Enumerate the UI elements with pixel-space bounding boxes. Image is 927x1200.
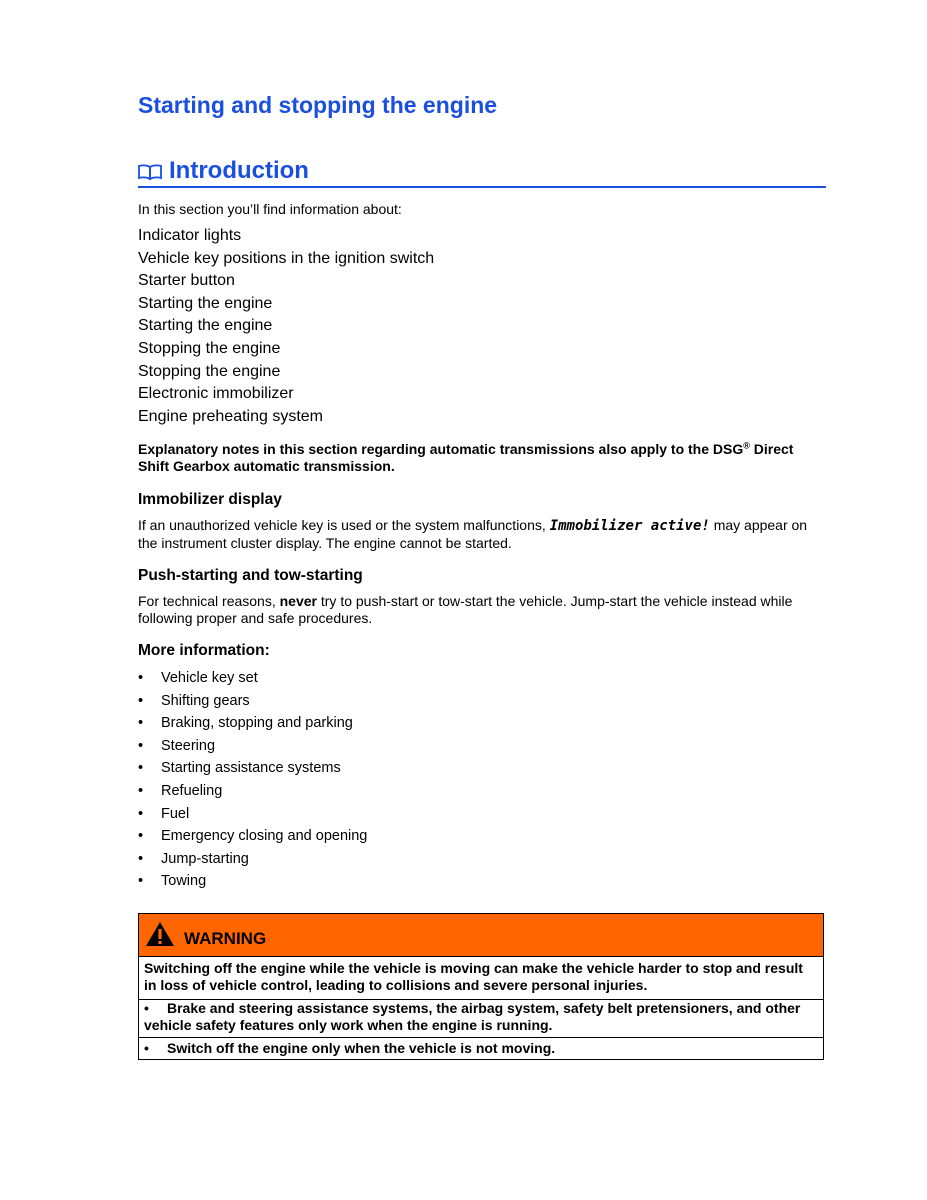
more-info-heading: More information: [138,642,270,659]
list-item [138,849,367,872]
topic-item: Electronic immobilizer [138,385,294,403]
immobilizer-text-end: may appear on the instrument cluster display. The engine cannot be started. [138,517,808,551]
bullet: • [138,670,144,686]
section-heading [138,156,826,188]
more-info-link[interactable]: Towing [161,873,207,890]
book-icon [138,164,162,180]
list-item [138,668,367,691]
push-starting-heading: Push-starting and tow-starting [138,567,363,584]
emphasis-never: never [279,593,317,609]
warning-point [144,1040,819,1057]
warning-point [144,1000,819,1034]
list-item [138,713,367,736]
more-info-link[interactable]: Steering [161,737,216,754]
more-info-link[interactable]: Starting assistance systems [161,760,341,777]
list-item [138,804,367,827]
topic-item: Indicator lights [138,227,242,244]
bullet: • [138,828,144,845]
more-info-link[interactable]: Jump-starting [161,850,249,867]
list-item [138,826,367,849]
more-info-link[interactable]: Shifting gears [161,692,250,709]
chapter-title: Starting and stopping the engine [138,92,498,118]
list-item [138,691,367,714]
more-info-link[interactable]: Vehicle key set [161,670,258,686]
warning-box [138,913,824,1060]
divider [139,1037,823,1038]
list-item [138,736,367,759]
list-item [138,871,367,894]
push-starting-text-end: try to push-start or tow-start the vehicle. Jump-start the vehicle instead while following proper and safe procedures. [138,593,793,626]
warning-header [139,914,823,957]
more-info-link[interactable]: Emergency closing and opening [161,828,368,845]
immobilizer-text-start: If an unauthorized vehicle key is used or the system malfunctions, [138,517,550,533]
bullet: • [144,1040,149,1056]
bullet: • [138,873,144,890]
more-info-link[interactable]: Refueling [161,782,223,799]
topic-item: Engine preheating system [138,407,323,425]
bullet: • [138,692,144,709]
bullet: • [138,850,144,867]
topic-item: Vehicle key positions in the ignition switch [138,249,435,267]
topic-list [138,225,434,428]
list-item [138,781,367,804]
topic-item: Starter button [138,272,235,290]
more-info-link[interactable]: Fuel [161,805,190,822]
bullet: • [138,805,144,822]
dsg-note-text-end: Direct Shift Gearbox automatic transmission. [138,441,794,474]
immobilizer-heading: Immobilizer display [138,491,282,508]
warning-point-text: Switch off the engine only when the vehicle is not moving. [167,1040,556,1056]
push-starting-text [138,593,828,627]
warning-triangle-icon [145,921,175,947]
section-title: Introduction [169,157,309,184]
list-item [138,758,367,781]
warning-label: WARNING [184,929,267,948]
bullet: • [138,760,144,777]
intro-text: In this section you’ll find information about: [138,201,402,217]
immobilizer-text [138,517,828,552]
topic-item: Stopping the engine [138,362,281,380]
push-starting-text-start: For technical reasons, [138,593,280,609]
bullet: • [144,1000,149,1016]
registered-mark: ® [743,440,750,451]
topic-item: Starting the engine [138,317,273,335]
warning-main-text: Switching off the engine while the vehicle is moving can make the vehicle harder to stop and result in loss of vehicle control, leading to collisions and severe personal injuries. [144,960,803,993]
dsg-note [138,441,818,475]
topic-item: Stopping the engine [138,339,281,357]
topic-item: Starting the engine [138,294,273,312]
bullet: • [138,737,144,754]
dsg-note-text: Explanatory notes in this section regarding automatic transmissions also apply to the DSG [138,441,744,457]
more-info-list [138,668,367,894]
display-message: Immobilizer active! [549,518,710,534]
bullet: • [138,782,144,799]
bullet: • [138,715,144,732]
more-info-link[interactable]: Braking, stopping and parking [161,715,353,732]
warning-point-text: Brake and steering assistance systems, the airbag system, safety belt pretensioners, and other vehicle safety features only work when the engine is running. [144,1000,801,1033]
